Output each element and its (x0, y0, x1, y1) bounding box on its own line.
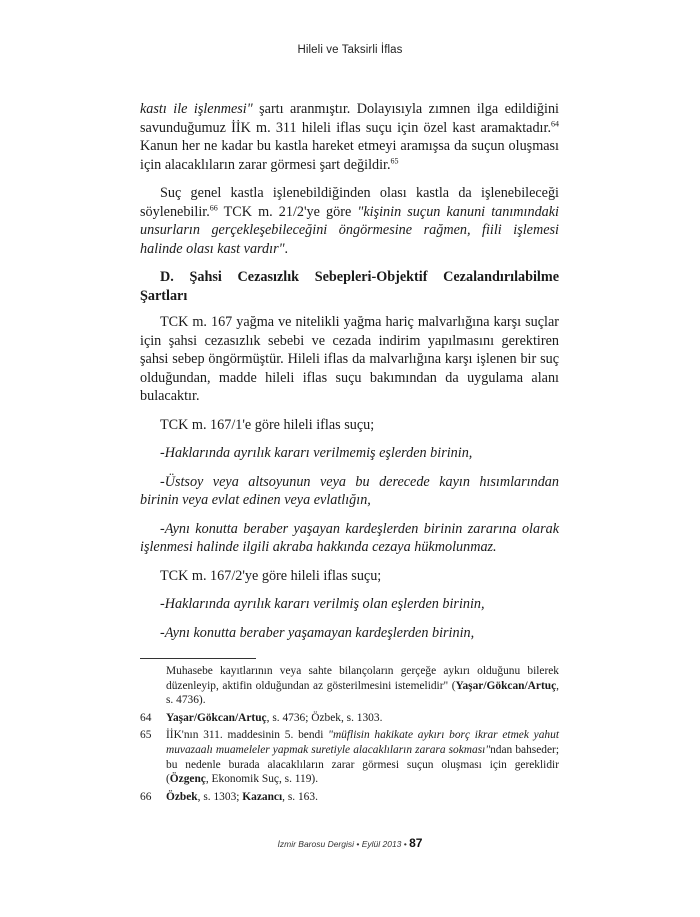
footnote-text (166, 790, 559, 805)
footnote-number: 66 (140, 790, 152, 803)
footnote-continuation (140, 664, 559, 708)
footnote-65 (140, 728, 559, 786)
footnote-text (166, 728, 559, 786)
footnote-number: 64 (140, 711, 152, 724)
list-item (140, 595, 559, 614)
paragraph-3: TCK m. 167 yağma ve nitelikli yağma hariç malvarlığına karşı suçlar için şahsi cezasızlık sebebi ve cezada indirim yapılmasını gerektiren şahsi sebep öngörmüştür. Hileli iflas da malvarlığına karşı işlenen bir suç olduğundan, madde hileli iflas suçu bakımından da uygulama alanı bulacaktır. (140, 314, 559, 404)
footnote-64 (140, 711, 559, 726)
quote-italic: "müflisin hakikate aykırı borç ikrar etmek yahut muvazaalı muameleler yapmak suretiyle alacaklıların zarara sokması" (166, 729, 559, 756)
paragraph-1 (140, 100, 559, 174)
paragraph-8: TCK m. 167/2'ye göre hileli iflas suçu; (160, 567, 382, 584)
author-name: Kazancı (242, 790, 283, 803)
paragraph-2 (140, 184, 559, 258)
footnote-text: ndan bahseder; bu nedenle burada alacaklıların zarar görmesi suçun oluşması için gereklidir ( (166, 743, 559, 786)
paragraph-text: TCK m. 21/2'ye göre (217, 203, 358, 220)
list-item (140, 520, 559, 557)
footnote-text: , s. 4736). (166, 679, 559, 707)
author-name: Özgenç (169, 773, 206, 786)
list-item-text: -Haklarında ayrılık kararı verilmiş olan eşlerden birinin, (160, 596, 485, 612)
list-item-text: -Aynı konutta beraber yaşayan kardeşlerden birinin zararına olarak işlenmesi halinde ilgili akraba hakkında cezaya hükmolunmaz. (140, 520, 559, 555)
author-name: Özbek (166, 790, 198, 803)
paragraph-text: Suç genel kastla işlenebildiğinden olası kastla da işlenebileceği söylenebilir. (140, 185, 559, 220)
footnote-ref-64: 64 (551, 118, 559, 128)
footnote-divider (140, 658, 256, 659)
list-item-text: -Üstsoy veya altsoyunun veya bu derecede kayın hısımlarından birinin veya evlat edinen veya evlatlığın, (140, 473, 559, 508)
quote-italic: kastı ile işlenmesi" (140, 101, 253, 117)
paragraph-text: . (284, 240, 289, 257)
list-item (140, 444, 559, 463)
running-footer (0, 836, 700, 850)
journal-name: İzmir Barosu Dergisi • Eylül 2013 • (277, 839, 407, 849)
footnote-ref-66: 66 (209, 202, 218, 212)
list-item (140, 473, 559, 510)
list-item-text: -Aynı konutta beraber yaşamayan kardeşlerden birinin, (160, 624, 475, 641)
footnote-66 (140, 790, 559, 805)
author-name: Yaşar/Gökcan/Artuç (455, 679, 557, 692)
paragraph-4: TCK m. 167/1'e göre hileli iflas suçu; (160, 416, 375, 433)
author-name: Yaşar/Gökcan/Artuç (166, 711, 267, 724)
list-item (140, 624, 559, 643)
list-item-text: -Haklarında ayrılık kararı verilmemiş eşlerden birinin, (160, 445, 473, 461)
quote-italic: "kişinin suçun kanuni tanımındaki unsurların gerçekleşebileceğini öngörmesine rağmen, fiili işlemesi halinde olası kast vardır" (140, 203, 559, 257)
footnote-text: İİK'nın 311. maddesinin 5. bendi (166, 729, 329, 742)
paragraph-text: şartı aranmıştır. Dolayısıyla zımnen ilga edildiğini savunduğumuz İİK m. 311 hileli iflas suçu için özel kast aramaktadır. (140, 101, 559, 136)
footnote-number: 65 (140, 729, 152, 742)
footnotes (140, 664, 559, 807)
section-heading: D. Şahsi Cezasızlık Sebepleri-Objektif Cezalandırılabilme Şartları (140, 269, 559, 304)
page-number: 87 (409, 836, 423, 850)
footnote-text: , s. 1303; (197, 790, 243, 803)
footnote-text: , s. 163. (282, 790, 318, 803)
main-text (140, 100, 559, 652)
footnote-text: Muhasebe kayıtlarının veya sahte bilançoların gerçeğe aykırı olduğunu bilerek düzenleyip, aktifin olduğundan az gösterilmesini istemelidir" ( (166, 665, 559, 692)
paragraph-text: Kanun her ne kadar bu kastla hareket etmeyi aramışsa da suçun oluşması için alacaklıların zarar görmesi şart değildir. (140, 138, 559, 173)
footnote-text (166, 711, 559, 726)
footnote-ref-65: 65 (390, 155, 399, 165)
footnote-text: , Ekonomik Suç, s. 119). (205, 773, 319, 786)
running-header: Hileli ve Taksirli İflas (297, 44, 403, 56)
footnote-text: , s. 4736; Özbek, s. 1303. (266, 711, 383, 724)
